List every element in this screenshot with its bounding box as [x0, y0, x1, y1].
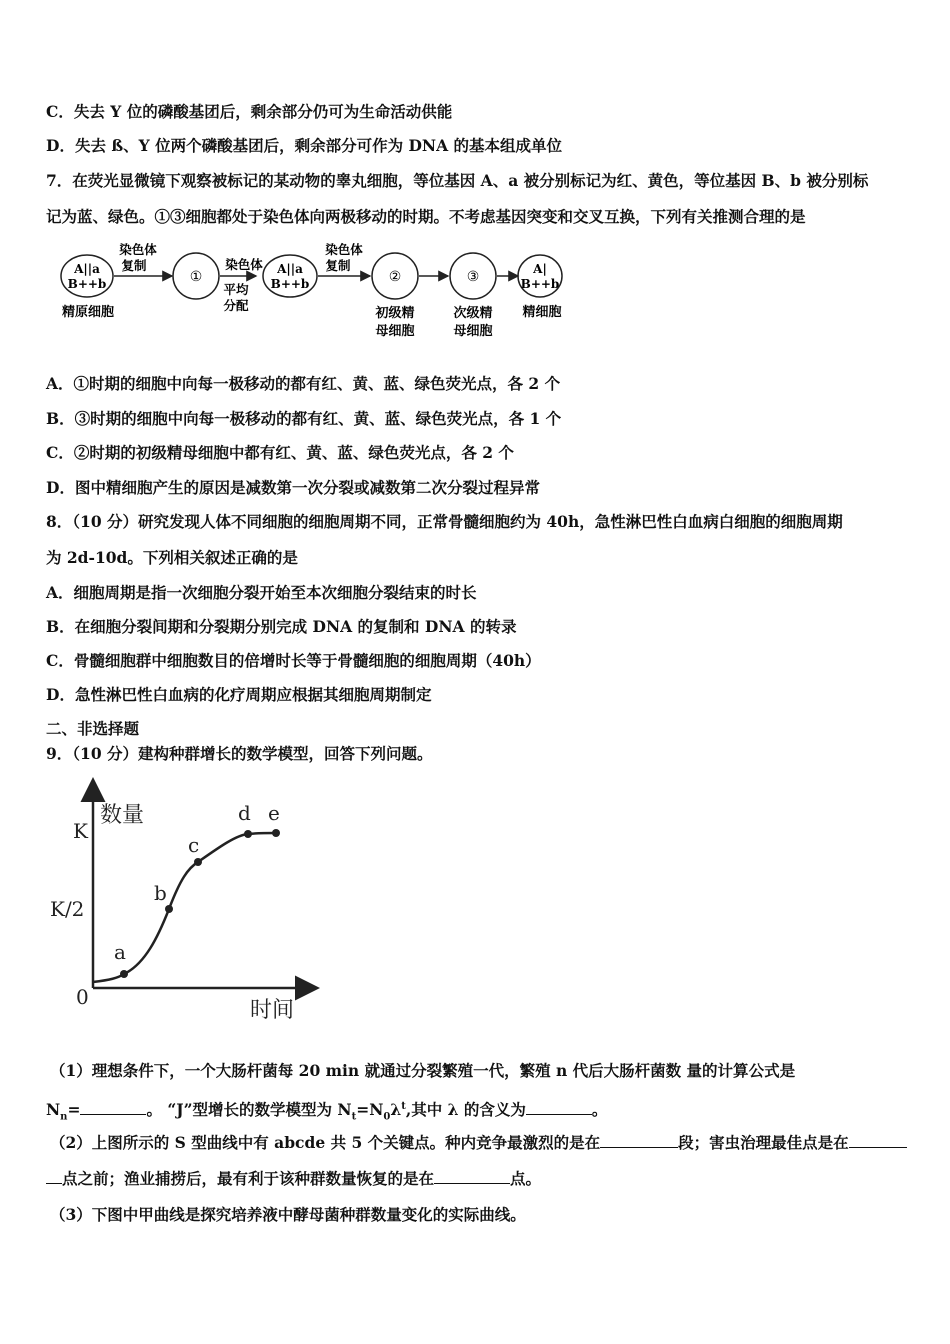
arrow2-label-top: 染色体 [225, 257, 263, 272]
meiosis-diagram [50, 240, 580, 346]
part2-text-c: 点之前；渔业捕捞后，最有利于该种群数量恢复的是在 [62, 1169, 435, 1188]
secondary-spermatocyte-label-1: 次级精 [453, 306, 493, 321]
q8-stem-line-2: 为 2d-10d。下列相关叙述正确的是 [46, 548, 298, 567]
arrow3-label-bottom: 复制 [325, 258, 351, 273]
spermatogonium-genes-bottom: B++b [67, 277, 107, 291]
origin-label: 0 [76, 985, 89, 1009]
cell-3-label: ③ [466, 269, 480, 285]
part2-text-b: 段；害虫治理最佳点是在 [678, 1133, 849, 1152]
answer-blank-pest-control-cont[interactable] [46, 1169, 62, 1184]
j-model-t-sub: t [351, 1111, 357, 1123]
q8-option-a: A．细胞周期是指一次细胞分裂开始至本次细胞分裂结束的时长 [46, 583, 477, 602]
y-axis-label: 数量 [100, 803, 145, 828]
s-curve-chart [40, 772, 320, 1028]
q9-part3: （3）下图中甲曲线是探究培养液中酵母菌种群数量变化的实际曲线。 [50, 1205, 526, 1224]
replicated-cell-genes-bottom: B++b [270, 277, 310, 291]
arrow1-label-bottom: 复制 [121, 258, 147, 273]
q7-option-a: A．①时期的细胞中向每一极移动的都有红、黄、蓝、绿色荧光点，各 2 个 [46, 374, 561, 393]
q6-option-c: C．失去 Y 位的磷酸基团后，剩余部分仍可为生命活动供能 [46, 102, 453, 121]
q7-option-b: B．③时期的细胞中向每一极移动的都有红、黄、蓝、绿色荧光点，各 1 个 [46, 409, 562, 428]
q9-part2-line-2 [46, 1169, 541, 1189]
sperm-label: 精细胞 [522, 305, 562, 320]
point-d [244, 830, 252, 838]
arrow3-label-top: 染色体 [325, 242, 363, 257]
arrow2-label-bottom: 分配 [223, 298, 249, 313]
arrow2-label-mid: 平均 [223, 282, 249, 297]
replicated-cell-genes-top: A||a [277, 262, 303, 276]
part2-text-a: （2）上图所示的 S 型曲线中有 abcde 共 5 个关键点。种内竞争最激烈的是在 [50, 1133, 601, 1152]
point-c-label: c [188, 833, 200, 857]
answer-blank-lambda[interactable] [526, 1100, 592, 1115]
q6-option-d: D．失去 ß、Y 位两个磷酸基团后，剩余部分可作为 DNA 的基本组成单位 [46, 136, 563, 155]
answer-blank-pest-control[interactable] [849, 1133, 907, 1148]
point-a-label: a [114, 940, 126, 964]
lambda-end: 。 [591, 1100, 608, 1120]
answer-blank-fishery[interactable] [434, 1169, 510, 1184]
q9-part2-line-1 [50, 1133, 907, 1153]
point-c [194, 858, 202, 866]
q8-option-c: C．骨髓细胞群中细胞数目的倍增时长等于骨髓细胞的细胞周期（40h） [46, 651, 541, 670]
answer-blank-formula[interactable] [80, 1100, 146, 1115]
j-model-eq: =N [356, 1100, 384, 1120]
q9-part1-line-2 [46, 1097, 607, 1127]
q8-stem-line-1: 8．（10 分）研究发现人体不同细胞的细胞周期不同，正常骨髓细胞约为 40h，急性淋巴性白血病白细胞的细胞周期 [46, 512, 843, 531]
formula-n: N [46, 1100, 61, 1120]
part2-text-d: 点。 [510, 1169, 542, 1188]
q8-option-d: D．急性淋巴性白血病的化疗周期应根据其细胞周期制定 [46, 685, 432, 704]
spermatogonium-genes-top: A||a [74, 262, 100, 276]
q7-option-d: D．图中精细胞产生的原因是减数第一次分裂或减数第二次分裂过程异常 [46, 478, 540, 497]
lambda-meaning-text: ,其中 λ 的含义为 [405, 1100, 526, 1120]
tick-K-half: K/2 [50, 897, 85, 921]
primary-spermatocyte-label-1: 初级精 [375, 306, 415, 321]
point-e-label: e [268, 801, 280, 825]
cell-1-label: ① [189, 269, 203, 285]
point-e [272, 829, 280, 837]
q9-stem: 9．（10 分）建构种群增长的数学模型，回答下列问题。 [46, 744, 433, 763]
tick-K: K [73, 819, 88, 843]
answer-blank-competition[interactable] [600, 1133, 678, 1148]
x-axis-label: 时间 [250, 998, 295, 1023]
section-heading: 二、非选择题 [46, 719, 140, 738]
j-model-zero-sub: 0 [383, 1111, 391, 1123]
arrow1-label-top: 染色体 [119, 242, 157, 257]
point-b [165, 905, 173, 913]
j-model-lambda: λ [390, 1100, 402, 1120]
primary-spermatocyte-label-2: 母细胞 [375, 324, 415, 339]
formula-eq: = [67, 1100, 81, 1120]
q8-option-b: B．在细胞分裂间期和分裂期分别完成 DNA 的复制和 DNA 的转录 [46, 617, 517, 636]
point-a [120, 970, 128, 978]
sperm-genes-bottom: B++b [520, 277, 560, 291]
secondary-spermatocyte-label-2: 母细胞 [453, 324, 493, 339]
j-model-t-sup: t [401, 1101, 406, 1112]
q9-part1-line-1: （1）理想条件下，一个大肠杆菌每 20 min 就通过分裂繁殖一代，繁殖 n 代后大肠杆菌数 量的计算公式是 [50, 1061, 796, 1080]
q7-stem-line-2: 记为蓝、绿色。①③细胞都处于染色体向两极移动的时期。不考虑基因突变和交叉互换，下列有关推测合理的是 [46, 207, 806, 226]
spermatogonium-label: 精原细胞 [61, 305, 115, 320]
point-d-label: d [238, 801, 251, 825]
cell-2-label: ② [388, 269, 402, 285]
point-b-label: b [154, 881, 167, 905]
j-model-text: 。 “J”型增长的数学模型为 N [146, 1100, 352, 1120]
formula-n-sub: n [60, 1111, 68, 1123]
q7-stem-line-1: 7．在荧光显微镜下观察被标记的某动物的睾丸细胞，等位基因 A、a 被分别标记为红、黄色，等位基因 B、b 被分别标 [46, 171, 869, 190]
sperm-genes-top: A| [533, 262, 547, 276]
q7-option-c: C．②时期的初级精母细胞中都有红、黄、蓝、绿色荧光点，各 2 个 [46, 443, 514, 462]
